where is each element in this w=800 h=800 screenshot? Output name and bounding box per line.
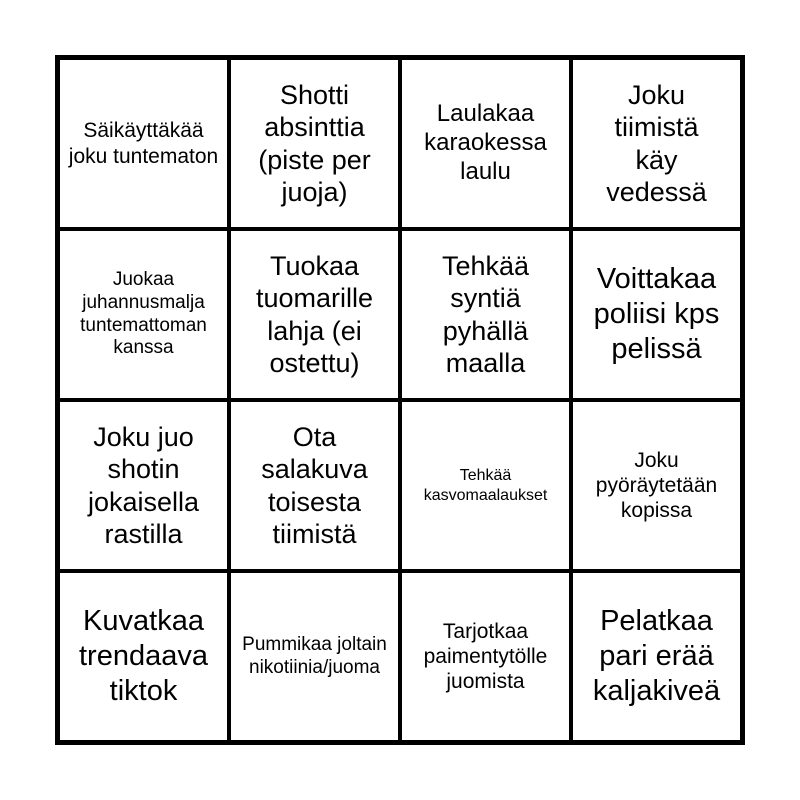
cell-text: Tehkää syntiä pyhällä maalla xyxy=(441,250,530,378)
cell-text: Tehkää kasvomaalaukset xyxy=(423,467,548,504)
bingo-board xyxy=(55,55,745,745)
bingo-cell[interactable] xyxy=(400,229,571,400)
cell-text: Juokaa juhannusmalja tuntemattoman kanssa xyxy=(80,268,207,359)
bingo-cell[interactable] xyxy=(58,571,229,742)
bingo-cell[interactable] xyxy=(571,58,742,229)
cell-text: Shotti absinttia (piste per juoja) xyxy=(258,79,371,207)
cell-text: Laulakaa karaokessa laulu xyxy=(424,100,547,185)
bingo-cell[interactable] xyxy=(400,58,571,229)
bingo-cell[interactable] xyxy=(58,400,229,571)
bingo-cell[interactable] xyxy=(400,571,571,742)
cell-text: Pelatkaa pari erää kaljakiveä xyxy=(592,605,721,707)
cell-text: Voittakaa poliisi kps pelissä xyxy=(593,263,720,365)
cell-text: Tuokaa tuomarille lahja (ei ostettu) xyxy=(255,250,374,378)
bingo-cell[interactable] xyxy=(571,229,742,400)
cell-text: Pummikaa joltain nikotiinia/juoma xyxy=(242,633,387,678)
cell-text: Kuvatkaa trendaava tiktok xyxy=(79,605,208,707)
bingo-cell[interactable] xyxy=(58,58,229,229)
cell-text: Säikäyttäkää joku tuntematon xyxy=(68,119,219,168)
cell-text: Joku pyöräytetään kopissa xyxy=(595,448,718,523)
bingo-cell[interactable] xyxy=(571,400,742,571)
bingo-cell[interactable] xyxy=(229,400,400,571)
cell-text: Joku juo shotin jokaisella rastilla xyxy=(87,421,200,549)
bingo-cell[interactable] xyxy=(571,571,742,742)
bingo-cell[interactable] xyxy=(229,571,400,742)
cell-text: Ota salakuva toisesta tiimistä xyxy=(261,421,368,549)
bingo-cell[interactable] xyxy=(58,229,229,400)
bingo-cell[interactable] xyxy=(229,229,400,400)
bingo-cell[interactable] xyxy=(400,400,571,571)
bingo-cell[interactable] xyxy=(229,58,400,229)
cell-text: Tarjotkaa paimentytölle juomista xyxy=(423,619,548,694)
cell-text: Joku tiimistä käy vedessä xyxy=(606,79,707,207)
